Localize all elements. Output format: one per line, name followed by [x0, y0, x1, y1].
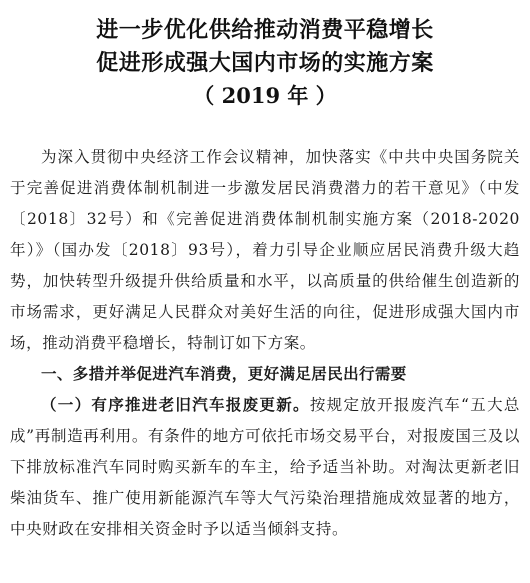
document-body	[10, 142, 520, 545]
title-line-1: 进一步优化供给推动消费平稳增长	[96, 18, 434, 43]
item-1-body: 按规定放开报废汽车“五大总成”再制造再利用。有条件的地方可依托市场交易平台，对报废国三及以下排放标准汽车同时购买新车的车主，给予适当补助。对淘汰更新老旧柴油货车、推广使用新能源汽车等大气污染治理措施成效显著的地方，中央财政在安排相关资金时予以适当倾斜支持。	[10, 396, 520, 538]
section-1-item-1	[10, 390, 520, 545]
section-1-heading: 一、多措并举促进汽车消费，更好满足居民出行需要	[41, 365, 407, 383]
intro-paragraph: 为深入贯彻中央经济工作会议精神，加快落实《中共中央国务院关于完善促进消费体制机制进一步激发居民消费潜力的若干意见》（中发〔2018〕32号）和《完善促进消费体制机制实施方案（2018-2020年）》（国办发〔2018〕93号），着力引导企业顺应居民消费升级大趋势，加快转型升级提升供给质量和水平，以高质量的供给催生创造新的市场需求，更好满足人民群众对美好生活的向往，促进形成强大国内市场，推动消费平稳增长，特制订如下方案。	[10, 148, 520, 352]
title-year: （ 2019 年 ）	[193, 83, 337, 108]
item-1-title: （一）有序推进老旧汽车报废更新。	[41, 396, 310, 414]
document-title	[0, 14, 530, 112]
title-line-2: 促进形成强大国内市场的实施方案	[96, 51, 434, 76]
